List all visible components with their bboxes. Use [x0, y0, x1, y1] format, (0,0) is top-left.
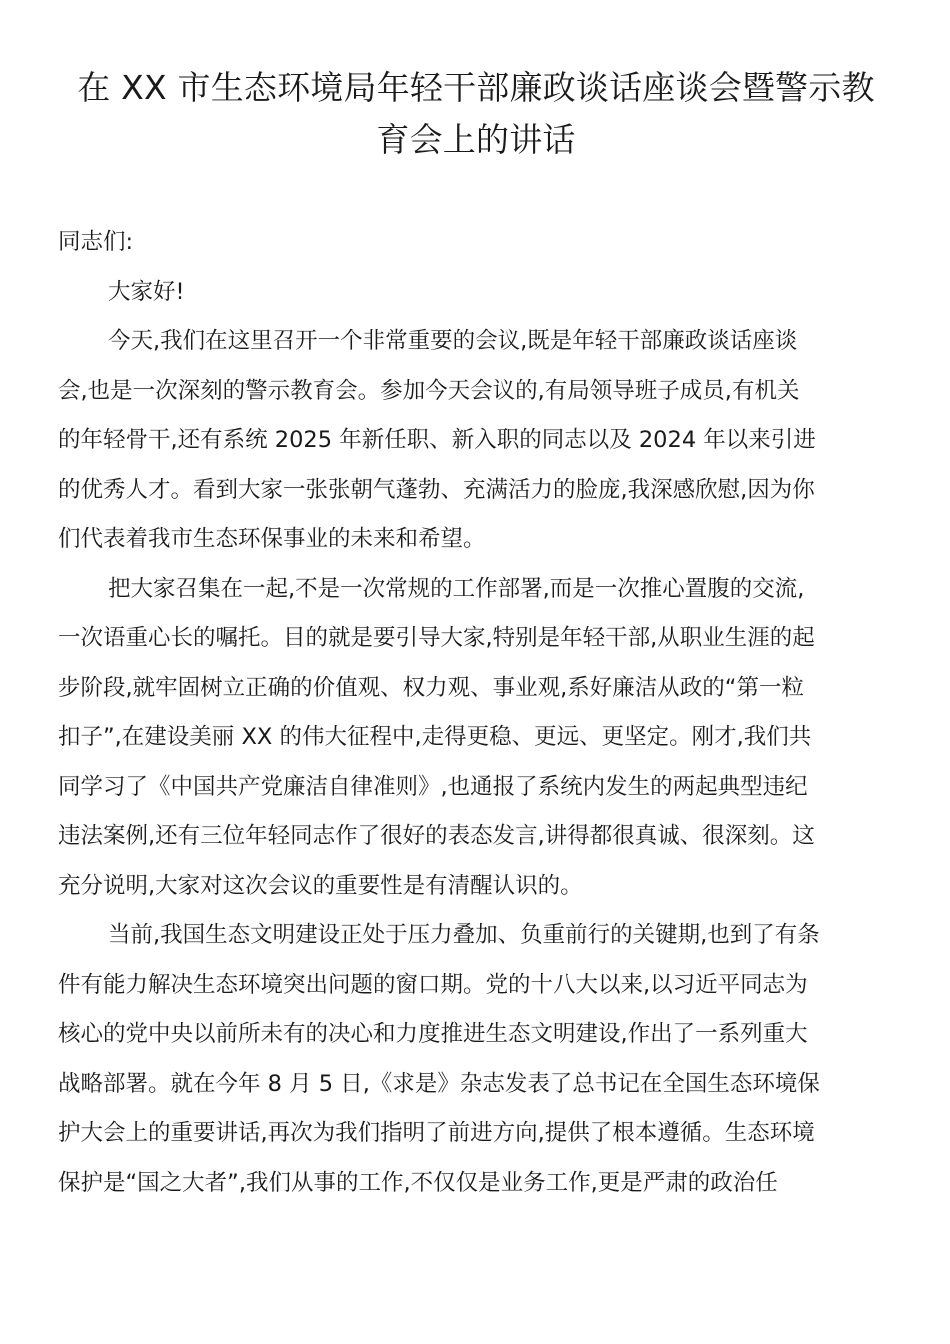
page-title	[58, 62, 894, 166]
paragraph-line: 步阶段,就牢固树立正确的价值观、权力观、事业观,系好廉洁从政的“第一粒	[58, 674, 804, 701]
salutation-text: 同志们:	[58, 229, 134, 255]
document-page	[58, 62, 894, 1208]
paragraph-line: 充分说明,大家对这次会议的重要性是有清醒认识的。	[58, 872, 583, 899]
paragraph-line: 保护是“国之大者”,我们从事的工作,不仅仅是业务工作,更是严肃的政治任	[58, 1169, 778, 1196]
paragraph-line: 护大会上的重要讲话,再次为我们指明了前进方向,提供了根本遵循。生态环境	[58, 1120, 815, 1146]
greeting	[58, 268, 894, 318]
paragraph-line: 一次语重心长的嘱托。目的就是要引导大家,特别是年轻干部,从职业生涯的起	[58, 625, 815, 651]
paragraph-line: 同学习了《中国共产党廉洁自律准则》,也通报了系统内发生的两起典型违纪	[58, 773, 808, 800]
paragraph-line: 们代表着我市生态环保事业的未来和希望。	[58, 526, 486, 552]
paragraph-line: 把大家召集在一起,不是一次常规的工作部署,而是一次推心置腹的交流,	[108, 575, 805, 602]
paragraph-line: 今天,我们在这里召开一个非常重要的会议,既是年轻干部廉政谈话座谈	[108, 328, 798, 354]
salutation	[58, 218, 894, 268]
paragraph-line: 核心的党中央以前所未有的决心和力度推进生态文明建设,作出了一系列重大	[58, 1021, 808, 1047]
paragraph-line: 件有能力解决生态环境突出问题的窗口期。党的十八大以来,以习近平同志为	[58, 971, 808, 998]
document-body	[58, 218, 894, 1208]
paragraph-2	[58, 565, 894, 912]
paragraph-line: 的年轻骨干,还有系统 2025 年新任职、新入职的同志以及 2024 年以来引进	[58, 427, 816, 453]
paragraph-line: 当前,我国生态文明建设正处于压力叠加、负重前行的关键期,也到了有条	[108, 922, 820, 948]
title-line-1: 在 XX 市生态环境局年轻干部廉政谈话座谈会暨警示教	[77, 68, 875, 107]
paragraph-1	[58, 317, 894, 565]
title-line-2: 育会上的讲话	[376, 120, 576, 159]
paragraph-line: 违法案例,还有三位年轻同志作了很好的表态发言,讲得都很真诚、很深刻。这	[58, 823, 815, 849]
paragraph-line: 的优秀人才。看到大家一张张朝气蓬勃、充满活力的脸庞,我深感欣慰,因为你	[58, 476, 815, 503]
paragraph-line: 扣子”,在建设美丽 XX 的伟大征程中,走得更稳、更远、更坚定。刚才,我们共	[58, 724, 812, 750]
paragraph-3	[58, 911, 894, 1208]
paragraph-line: 战略部署。就在今年 8 月 5 日,《求是》杂志发表了总书记在全国生态环境保	[58, 1070, 820, 1097]
paragraph-line: 会,也是一次深刻的警示教育会。参加今天会议的,有局领导班子成员,有机关	[58, 377, 800, 404]
greeting-text: 大家好!	[108, 278, 185, 305]
